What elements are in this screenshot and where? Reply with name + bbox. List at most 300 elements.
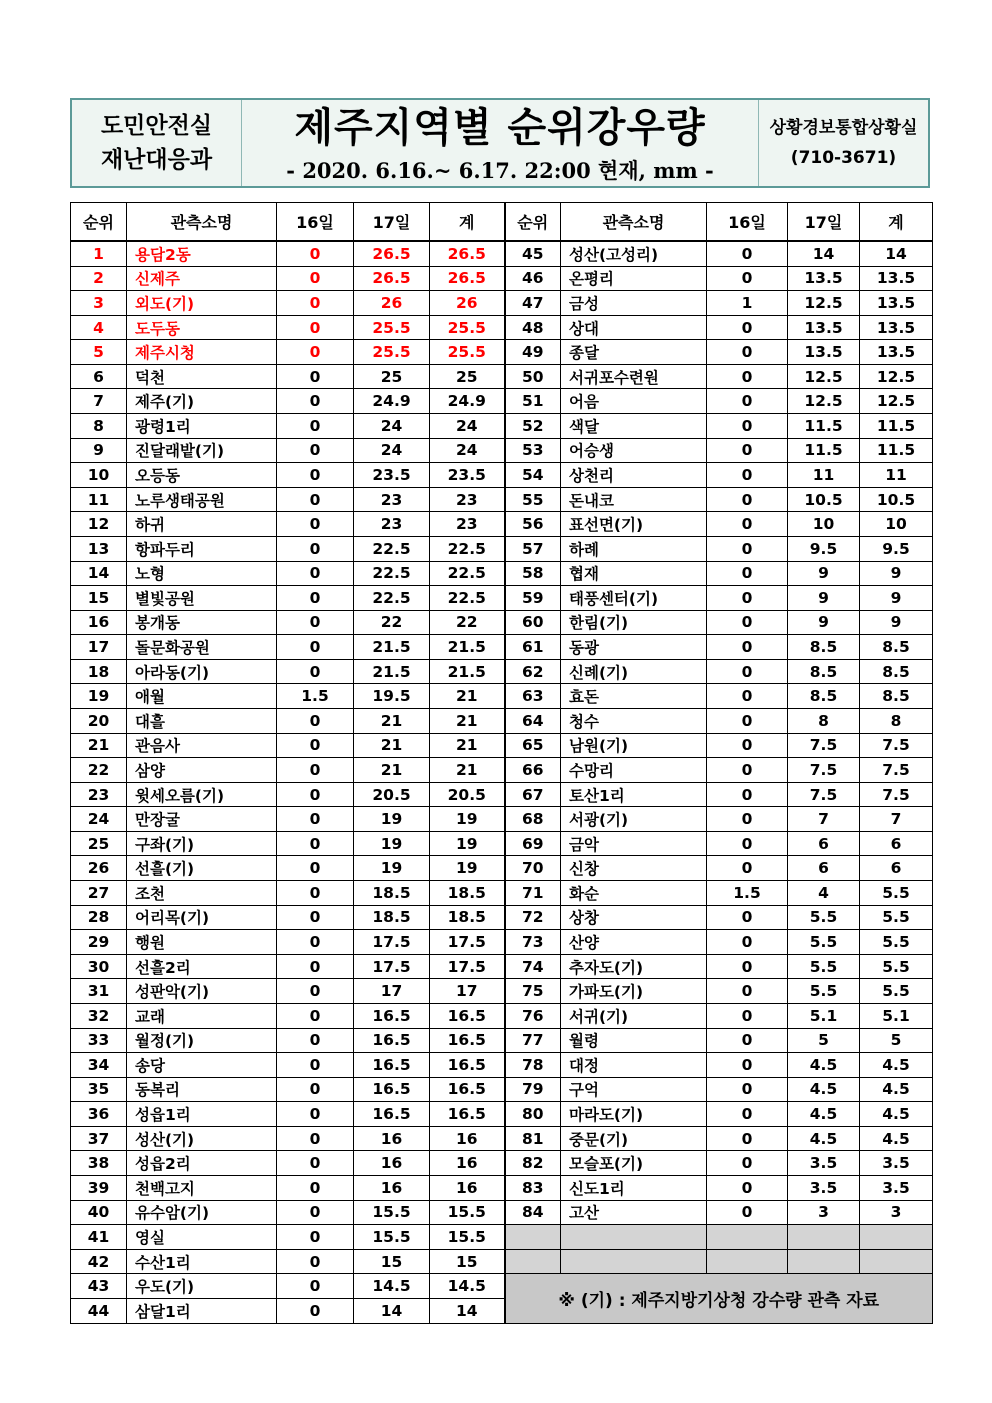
table-row — [71, 684, 933, 709]
day16-value: 0 — [707, 979, 788, 1004]
day17-value: 24 — [354, 414, 430, 439]
station-name: 추자도(기) — [569, 958, 644, 977]
rank-cell: 33 — [71, 1028, 127, 1053]
rainfall-table — [70, 202, 933, 1324]
day16-value: 0 — [277, 1028, 354, 1053]
station-name-cell — [127, 684, 277, 709]
day17-value: 11.5 — [788, 414, 860, 439]
rank-cell: 38 — [71, 1151, 127, 1176]
station-name-cell — [561, 831, 707, 856]
day17-value: 6 — [788, 856, 860, 881]
day16-value: 0 — [707, 856, 788, 881]
total-value: 9.5 — [860, 536, 933, 561]
total-value: 21 — [430, 758, 505, 783]
rank-cell: 75 — [505, 979, 561, 1004]
day17-value: 4 — [788, 881, 860, 906]
day16-value: 0 — [707, 659, 788, 684]
day16-value: 0 — [707, 1200, 788, 1225]
total-value: 7 — [860, 807, 933, 832]
total-value: 26.5 — [430, 266, 505, 291]
total-value: 4.5 — [860, 1102, 933, 1127]
station-name: 윗세오름(기) — [135, 786, 225, 805]
table-row — [71, 733, 933, 758]
total-value: 22 — [430, 610, 505, 635]
total-value: 5.5 — [860, 979, 933, 1004]
day16-value: 0 — [277, 315, 354, 340]
rank-cell: 32 — [71, 1003, 127, 1028]
station-name-cell — [127, 635, 277, 660]
station-name-cell — [127, 512, 277, 537]
station-name: 성산(고성리) — [569, 245, 659, 264]
total-value: 6 — [860, 856, 933, 881]
rank-cell: 80 — [505, 1102, 561, 1127]
day16-value: 0 — [707, 315, 788, 340]
day17-value: 20.5 — [354, 782, 430, 807]
rank-cell: 37 — [71, 1126, 127, 1151]
station-name-cell — [561, 487, 707, 512]
table-row — [71, 954, 933, 979]
total-value: 21.5 — [430, 635, 505, 660]
station-name: 월정(기) — [135, 1032, 195, 1051]
day16-value: 0 — [277, 979, 354, 1004]
table-row — [71, 1274, 933, 1299]
station-name: 서귀포수련원 — [569, 368, 659, 387]
empty-cell — [561, 1225, 707, 1250]
station-name: 청수 — [569, 712, 599, 731]
table-row — [71, 1249, 933, 1274]
day16-value: 0 — [707, 561, 788, 586]
rank-cell: 48 — [505, 315, 561, 340]
station-name-cell — [127, 930, 277, 955]
day17-value: 8 — [788, 709, 860, 734]
day17-value: 19 — [354, 831, 430, 856]
rank-cell: 69 — [505, 831, 561, 856]
station-name: 삼양 — [135, 761, 165, 780]
day16-value: 0 — [277, 831, 354, 856]
day17-value: 11.5 — [788, 438, 860, 463]
rank-cell: 15 — [71, 586, 127, 611]
day17-value: 5 — [788, 1028, 860, 1053]
station-name: 성읍1리 — [135, 1106, 191, 1125]
rank-cell: 6 — [71, 364, 127, 389]
day16-value: 0 — [277, 1249, 354, 1274]
station-name: 신례(기) — [569, 663, 629, 682]
table-header-row — [71, 203, 933, 242]
day16-value: 0 — [707, 1028, 788, 1053]
station-name-cell — [561, 438, 707, 463]
table-row — [71, 1003, 933, 1028]
day16-value: 0 — [707, 1102, 788, 1127]
day16-value: 0 — [277, 487, 354, 512]
station-name-cell — [127, 487, 277, 512]
station-name-cell — [561, 1151, 707, 1176]
station-name: 산양 — [569, 933, 599, 952]
day17-value: 3 — [788, 1200, 860, 1225]
total-value: 25 — [430, 364, 505, 389]
day16-value: 0 — [277, 709, 354, 734]
day16-value: 0 — [277, 659, 354, 684]
day17-value: 10 — [788, 512, 860, 537]
day16-value: 0 — [277, 635, 354, 660]
day17-value: 22.5 — [354, 536, 430, 561]
total-value: 16.5 — [430, 1003, 505, 1028]
day17-value: 17.5 — [354, 930, 430, 955]
station-name-cell — [561, 414, 707, 439]
station-name-cell — [127, 438, 277, 463]
total-value: 22.5 — [430, 536, 505, 561]
station-name: 제주(기) — [135, 393, 195, 412]
rank-cell: 58 — [505, 561, 561, 586]
day17-value: 7.5 — [788, 782, 860, 807]
station-name-cell — [127, 389, 277, 414]
total-value: 14.5 — [430, 1274, 505, 1299]
station-name: 종달 — [569, 344, 599, 363]
rank-cell: 41 — [71, 1225, 127, 1250]
rank-cell: 62 — [505, 659, 561, 684]
title-block — [242, 100, 758, 186]
col-station-header: 관측소명 — [561, 203, 707, 242]
rank-cell: 22 — [71, 758, 127, 783]
day16-value: 0 — [277, 340, 354, 365]
total-value: 14 — [430, 1298, 505, 1323]
station-name: 수망리 — [569, 761, 614, 780]
station-name-cell — [561, 684, 707, 709]
station-name-cell — [127, 1126, 277, 1151]
station-name-cell — [127, 315, 277, 340]
day17-value: 5.5 — [788, 979, 860, 1004]
station-name-cell — [127, 463, 277, 488]
day16-value: 0 — [277, 1003, 354, 1028]
day17-value: 14.5 — [354, 1274, 430, 1299]
total-value: 13.5 — [860, 266, 933, 291]
station-name-cell — [127, 1225, 277, 1250]
station-name: 대정 — [569, 1056, 599, 1075]
office-block — [758, 100, 928, 186]
day17-value: 26.5 — [354, 266, 430, 291]
table-row — [71, 1077, 933, 1102]
rank-cell: 61 — [505, 635, 561, 660]
station-name: 상천리 — [569, 467, 614, 485]
rank-cell: 12 — [71, 512, 127, 537]
station-name: 노형 — [135, 565, 165, 584]
table-row — [71, 586, 933, 611]
table-row — [71, 881, 933, 906]
total-value: 12.5 — [860, 389, 933, 414]
station-name-cell — [561, 807, 707, 832]
table-row — [71, 463, 933, 488]
rank-cell: 46 — [505, 266, 561, 291]
rank-cell: 66 — [505, 758, 561, 783]
day16-value: 0 — [707, 1126, 788, 1151]
total-value: 16 — [430, 1151, 505, 1176]
total-value: 16.5 — [430, 1053, 505, 1078]
total-value: 7.5 — [860, 782, 933, 807]
table-row — [71, 610, 933, 635]
day16-value: 0 — [277, 1102, 354, 1127]
period-subtitle: - 2020. 6.16.~ 6.17. 22:00 현재, mm - — [286, 158, 714, 183]
day17-value: 23 — [354, 512, 430, 537]
rank-cell: 45 — [505, 241, 561, 266]
table-row — [71, 1028, 933, 1053]
station-name: 한림(기) — [569, 614, 629, 633]
rank-cell: 19 — [71, 684, 127, 709]
day16-value: 0 — [277, 1053, 354, 1078]
rank-cell: 60 — [505, 610, 561, 635]
total-value: 11.5 — [860, 414, 933, 439]
day16-value: 0 — [277, 1298, 354, 1323]
station-name-cell — [127, 905, 277, 930]
rank-cell: 10 — [71, 463, 127, 488]
station-name: 광령1리 — [135, 417, 191, 436]
total-value: 16 — [430, 1126, 505, 1151]
day16-value: 0 — [277, 291, 354, 316]
station-name-cell — [561, 291, 707, 316]
total-value: 21.5 — [430, 659, 505, 684]
station-name-cell — [561, 340, 707, 365]
table-row — [71, 487, 933, 512]
total-value: 9 — [860, 586, 933, 611]
day17-value: 5.1 — [788, 1003, 860, 1028]
day17-value: 14 — [788, 241, 860, 266]
rank-cell: 34 — [71, 1053, 127, 1078]
total-value: 17.5 — [430, 930, 505, 955]
station-name: 돌문화공원 — [135, 639, 210, 658]
page-title: 제주지역별 순위강우량 — [294, 105, 706, 151]
table-row — [71, 561, 933, 586]
rank-cell: 24 — [71, 807, 127, 832]
day17-value: 8.5 — [788, 659, 860, 684]
station-name: 삼달1리 — [135, 1302, 191, 1321]
station-name-cell — [127, 733, 277, 758]
day17-value: 23.5 — [354, 463, 430, 488]
header-box — [70, 98, 930, 188]
station-name-cell — [561, 782, 707, 807]
total-value: 13.5 — [860, 315, 933, 340]
total-value: 16.5 — [430, 1077, 505, 1102]
day16-value: 0 — [707, 586, 788, 611]
day17-value: 9 — [788, 610, 860, 635]
total-value: 9 — [860, 561, 933, 586]
day16-value: 0 — [277, 807, 354, 832]
total-value: 5.5 — [860, 905, 933, 930]
station-name: 교래 — [135, 1007, 165, 1026]
station-name-cell — [127, 1053, 277, 1078]
total-value: 26 — [430, 291, 505, 316]
day16-value: 0 — [277, 536, 354, 561]
day16-value: 0 — [277, 414, 354, 439]
station-name: 협재 — [569, 565, 599, 584]
total-value: 4.5 — [860, 1077, 933, 1102]
table-row — [71, 340, 933, 365]
day17-value: 13.5 — [788, 340, 860, 365]
table-row — [71, 635, 933, 660]
rank-cell: 25 — [71, 831, 127, 856]
day17-value: 19 — [354, 856, 430, 881]
day17-value: 15.5 — [354, 1200, 430, 1225]
station-name-cell — [127, 586, 277, 611]
station-name: 덕천 — [135, 368, 165, 387]
rank-cell: 5 — [71, 340, 127, 365]
station-name: 동광 — [569, 639, 599, 658]
day16-value: 0 — [277, 512, 354, 537]
station-name-cell — [127, 709, 277, 734]
station-name-cell — [127, 831, 277, 856]
rank-cell: 81 — [505, 1126, 561, 1151]
day17-value: 21 — [354, 733, 430, 758]
station-name: 색달 — [569, 417, 599, 436]
empty-cell — [505, 1249, 561, 1274]
day16-value: 0 — [277, 1274, 354, 1299]
day17-value: 4.5 — [788, 1102, 860, 1127]
station-name: 중문(기) — [569, 1130, 629, 1149]
day17-value: 24 — [354, 438, 430, 463]
station-name: 구억 — [569, 1081, 599, 1100]
station-name-cell — [127, 881, 277, 906]
station-name: 효돈 — [569, 688, 599, 707]
source-note: ※ (기) : 제주지방기상청 강수량 관측 자료 — [505, 1274, 933, 1324]
rank-cell: 3 — [71, 291, 127, 316]
total-value: 25.5 — [430, 340, 505, 365]
table-row — [71, 438, 933, 463]
rank-cell: 42 — [71, 1249, 127, 1274]
total-value: 9 — [860, 610, 933, 635]
rank-cell: 39 — [71, 1175, 127, 1200]
station-name-cell — [561, 241, 707, 266]
station-name-cell — [127, 856, 277, 881]
rank-cell: 74 — [505, 954, 561, 979]
day16-value: 0 — [707, 930, 788, 955]
day17-value: 13.5 — [788, 266, 860, 291]
station-name-cell — [127, 1249, 277, 1274]
day17-value: 7.5 — [788, 758, 860, 783]
total-value: 11 — [860, 463, 933, 488]
station-name: 돈내코 — [569, 491, 614, 510]
rank-cell: 50 — [505, 364, 561, 389]
station-name-cell — [561, 733, 707, 758]
day16-value: 1.5 — [707, 881, 788, 906]
table-row — [71, 905, 933, 930]
table-row — [71, 1175, 933, 1200]
empty-cell — [788, 1225, 860, 1250]
rank-cell: 57 — [505, 536, 561, 561]
rank-cell: 65 — [505, 733, 561, 758]
day16-value: 0 — [707, 807, 788, 832]
station-name-cell — [561, 1175, 707, 1200]
day17-value: 25.5 — [354, 340, 430, 365]
station-name-cell — [127, 782, 277, 807]
total-value: 19 — [430, 831, 505, 856]
day16-value: 0 — [707, 1151, 788, 1176]
rank-cell: 70 — [505, 856, 561, 881]
day17-value: 4.5 — [788, 1077, 860, 1102]
station-name: 오등동 — [135, 467, 180, 485]
table-row — [71, 1200, 933, 1225]
total-value: 8 — [860, 709, 933, 734]
station-name: 항파두리 — [135, 540, 195, 559]
station-name: 봉개동 — [135, 614, 180, 633]
table-body — [71, 241, 933, 1324]
day16-value: 1.5 — [277, 684, 354, 709]
table-row — [71, 1225, 933, 1250]
day17-value: 24.9 — [354, 389, 430, 414]
station-name: 수산1리 — [135, 1253, 191, 1272]
station-name: 가파도(기) — [569, 983, 644, 1002]
station-name: 제주시청 — [135, 344, 195, 363]
total-value: 6 — [860, 831, 933, 856]
station-name: 신제주 — [135, 270, 180, 289]
day16-value: 0 — [277, 1151, 354, 1176]
total-value: 21 — [430, 709, 505, 734]
station-name: 태풍센터(기) — [569, 589, 659, 608]
day16-value: 0 — [707, 1077, 788, 1102]
day17-value: 5.5 — [788, 954, 860, 979]
col-rank-header: 순위 — [505, 203, 561, 242]
station-name-cell — [561, 954, 707, 979]
rank-cell: 83 — [505, 1175, 561, 1200]
day17-value: 10.5 — [788, 487, 860, 512]
day17-value: 19.5 — [354, 684, 430, 709]
day17-value: 4.5 — [788, 1126, 860, 1151]
col-day17-header: 17일 — [788, 203, 860, 242]
day17-value: 9 — [788, 561, 860, 586]
rank-cell: 56 — [505, 512, 561, 537]
day17-value: 9.5 — [788, 536, 860, 561]
table-row — [71, 1151, 933, 1176]
day17-value: 8.5 — [788, 684, 860, 709]
table-row — [71, 856, 933, 881]
col-station-header: 관측소명 — [127, 203, 277, 242]
table-row — [71, 315, 933, 340]
table-row — [71, 241, 933, 266]
day17-value: 21.5 — [354, 635, 430, 660]
station-name: 토산1리 — [569, 786, 625, 805]
day16-value: 0 — [277, 561, 354, 586]
day16-value: 0 — [277, 881, 354, 906]
day16-value: 0 — [707, 536, 788, 561]
empty-cell — [860, 1225, 933, 1250]
division-name: 재난대응과 — [100, 147, 213, 173]
total-value: 18.5 — [430, 905, 505, 930]
day17-value: 8.5 — [788, 635, 860, 660]
rank-cell: 78 — [505, 1053, 561, 1078]
total-value: 5.5 — [860, 954, 933, 979]
day16-value: 0 — [277, 758, 354, 783]
day17-value: 13.5 — [788, 315, 860, 340]
station-name-cell — [127, 1003, 277, 1028]
total-value: 16 — [430, 1175, 505, 1200]
day17-value: 7 — [788, 807, 860, 832]
day17-value: 3.5 — [788, 1151, 860, 1176]
day17-value: 22.5 — [354, 561, 430, 586]
rank-cell: 20 — [71, 709, 127, 734]
station-name: 선흘(기) — [135, 860, 195, 879]
total-value: 21 — [430, 733, 505, 758]
day17-value: 16.5 — [354, 1053, 430, 1078]
day16-value: 0 — [707, 463, 788, 488]
day17-value: 16 — [354, 1126, 430, 1151]
day17-value: 5.5 — [788, 930, 860, 955]
rank-cell: 4 — [71, 315, 127, 340]
day17-value: 12.5 — [788, 389, 860, 414]
rank-cell: 64 — [505, 709, 561, 734]
station-name-cell — [561, 979, 707, 1004]
day17-value: 16.5 — [354, 1003, 430, 1028]
total-value: 8.5 — [860, 659, 933, 684]
total-value: 3.5 — [860, 1175, 933, 1200]
day16-value: 0 — [707, 1175, 788, 1200]
day16-value: 0 — [277, 1077, 354, 1102]
total-value: 23 — [430, 487, 505, 512]
